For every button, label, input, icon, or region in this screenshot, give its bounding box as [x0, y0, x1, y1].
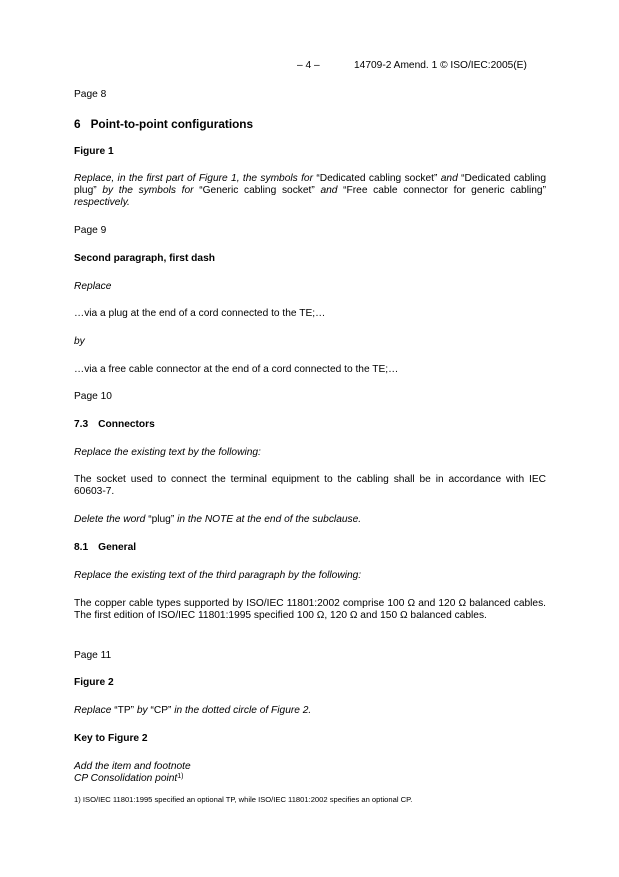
copper-cable-paragraph: The copper cable types supported by ISO/IEC 11801:2002 comprise 100 Ω and 120 Ω balanced cables. The first edition of ISO/IEC 11801:1995 specified 100 Ω, 120 Ω and 150 Ω balanced cables. — [74, 598, 546, 621]
replace-label: Replace — [74, 281, 112, 292]
cp-footnote-reference: 1) — [177, 773, 184, 780]
section-6-number: 6 — [74, 117, 81, 131]
replace-third-paragraph-instruction: Replace the existing text of the third paragraph by the following: — [74, 570, 362, 581]
fig1-text-h: “Free cable connector for generic cabling” — [343, 185, 546, 196]
delete-text-c: in the NOTE at the end of the subclause. — [174, 514, 362, 525]
section-8-1-number: 8.1 — [74, 542, 89, 553]
figure-1-heading: Figure 1 — [74, 146, 114, 157]
cp-key-item-text: CP Consolidation point — [74, 773, 178, 784]
delete-text-a: Delete the word — [74, 514, 149, 525]
tp-text-e: in the dotted circle of Figure 2. — [171, 705, 312, 716]
document-reference-header: 14709-2 Amend. 1 © ISO/IEC:2005(E) — [354, 60, 527, 71]
section-8-1-title: General — [98, 542, 137, 553]
delete-word-instruction — [74, 514, 361, 526]
tp-text-c: by — [134, 705, 151, 716]
old-text: …via a plug at the end of a cord connected to the TE;… — [74, 308, 326, 319]
fig1-text-i: respectively. — [74, 197, 130, 208]
footnote-text: ISO/IEC 11801:1995 specified an optional TP, while ISO/IEC 11801:2002 specifies an optional CP. — [82, 795, 413, 804]
page-ref-9: Page 9 — [74, 225, 107, 236]
section-8-1-heading — [74, 542, 136, 554]
fig1-text-g: and — [314, 185, 344, 196]
figure-1-replace-instruction — [74, 173, 546, 209]
replace-tp-instruction — [74, 705, 311, 717]
section-6-heading — [74, 117, 253, 131]
page-ref-8: Page 8 — [74, 89, 107, 100]
page-number-header: – 4 – — [297, 60, 320, 71]
figure-2-heading: Figure 2 — [74, 677, 114, 688]
fig1-text-c: and — [437, 173, 462, 184]
fig1-text-f: “Generic cabling socket” — [199, 185, 315, 196]
section-7-3-number: 7.3 — [74, 419, 89, 430]
cp-key-item — [74, 773, 184, 785]
fig1-text-e: by the symbols for — [96, 185, 200, 196]
tp-text-b: “TP” — [114, 705, 135, 716]
tp-text-a: Replace — [74, 705, 115, 716]
new-text: …via a free cable connector at the end of a cord connected to the TE;… — [74, 364, 399, 375]
fig1-text-a: Replace, in the first part of Figure 1, the symbols for — [74, 173, 317, 184]
second-paragraph-heading: Second paragraph, first dash — [74, 253, 215, 264]
replace-existing-instruction: Replace the existing text by the following: — [74, 447, 261, 458]
fig1-text-d: “Dedicated cabling plug” — [74, 173, 546, 196]
delete-text-b: “plug” — [148, 514, 175, 525]
section-6-title: Point-to-point configurations — [90, 117, 254, 131]
section-7-3-title: Connectors — [98, 419, 155, 430]
page-ref-10: Page 10 — [74, 391, 112, 402]
page-ref-11: Page 11 — [74, 650, 112, 661]
key-to-figure-2-heading: Key to Figure 2 — [74, 733, 148, 744]
socket-paragraph: The socket used to connect the terminal equipment to the cabling shall be in accordance with IEC 60603-7. — [74, 474, 546, 497]
footnote — [74, 795, 412, 805]
add-item-instruction: Add the item and footnote — [74, 761, 191, 772]
by-label: by — [74, 336, 85, 347]
section-7-3-heading — [74, 419, 155, 431]
tp-text-d: “CP” — [150, 705, 172, 716]
fig1-text-b: “Dedicated cabling socket” — [316, 173, 438, 184]
footnote-marker: 1) — [74, 795, 81, 804]
